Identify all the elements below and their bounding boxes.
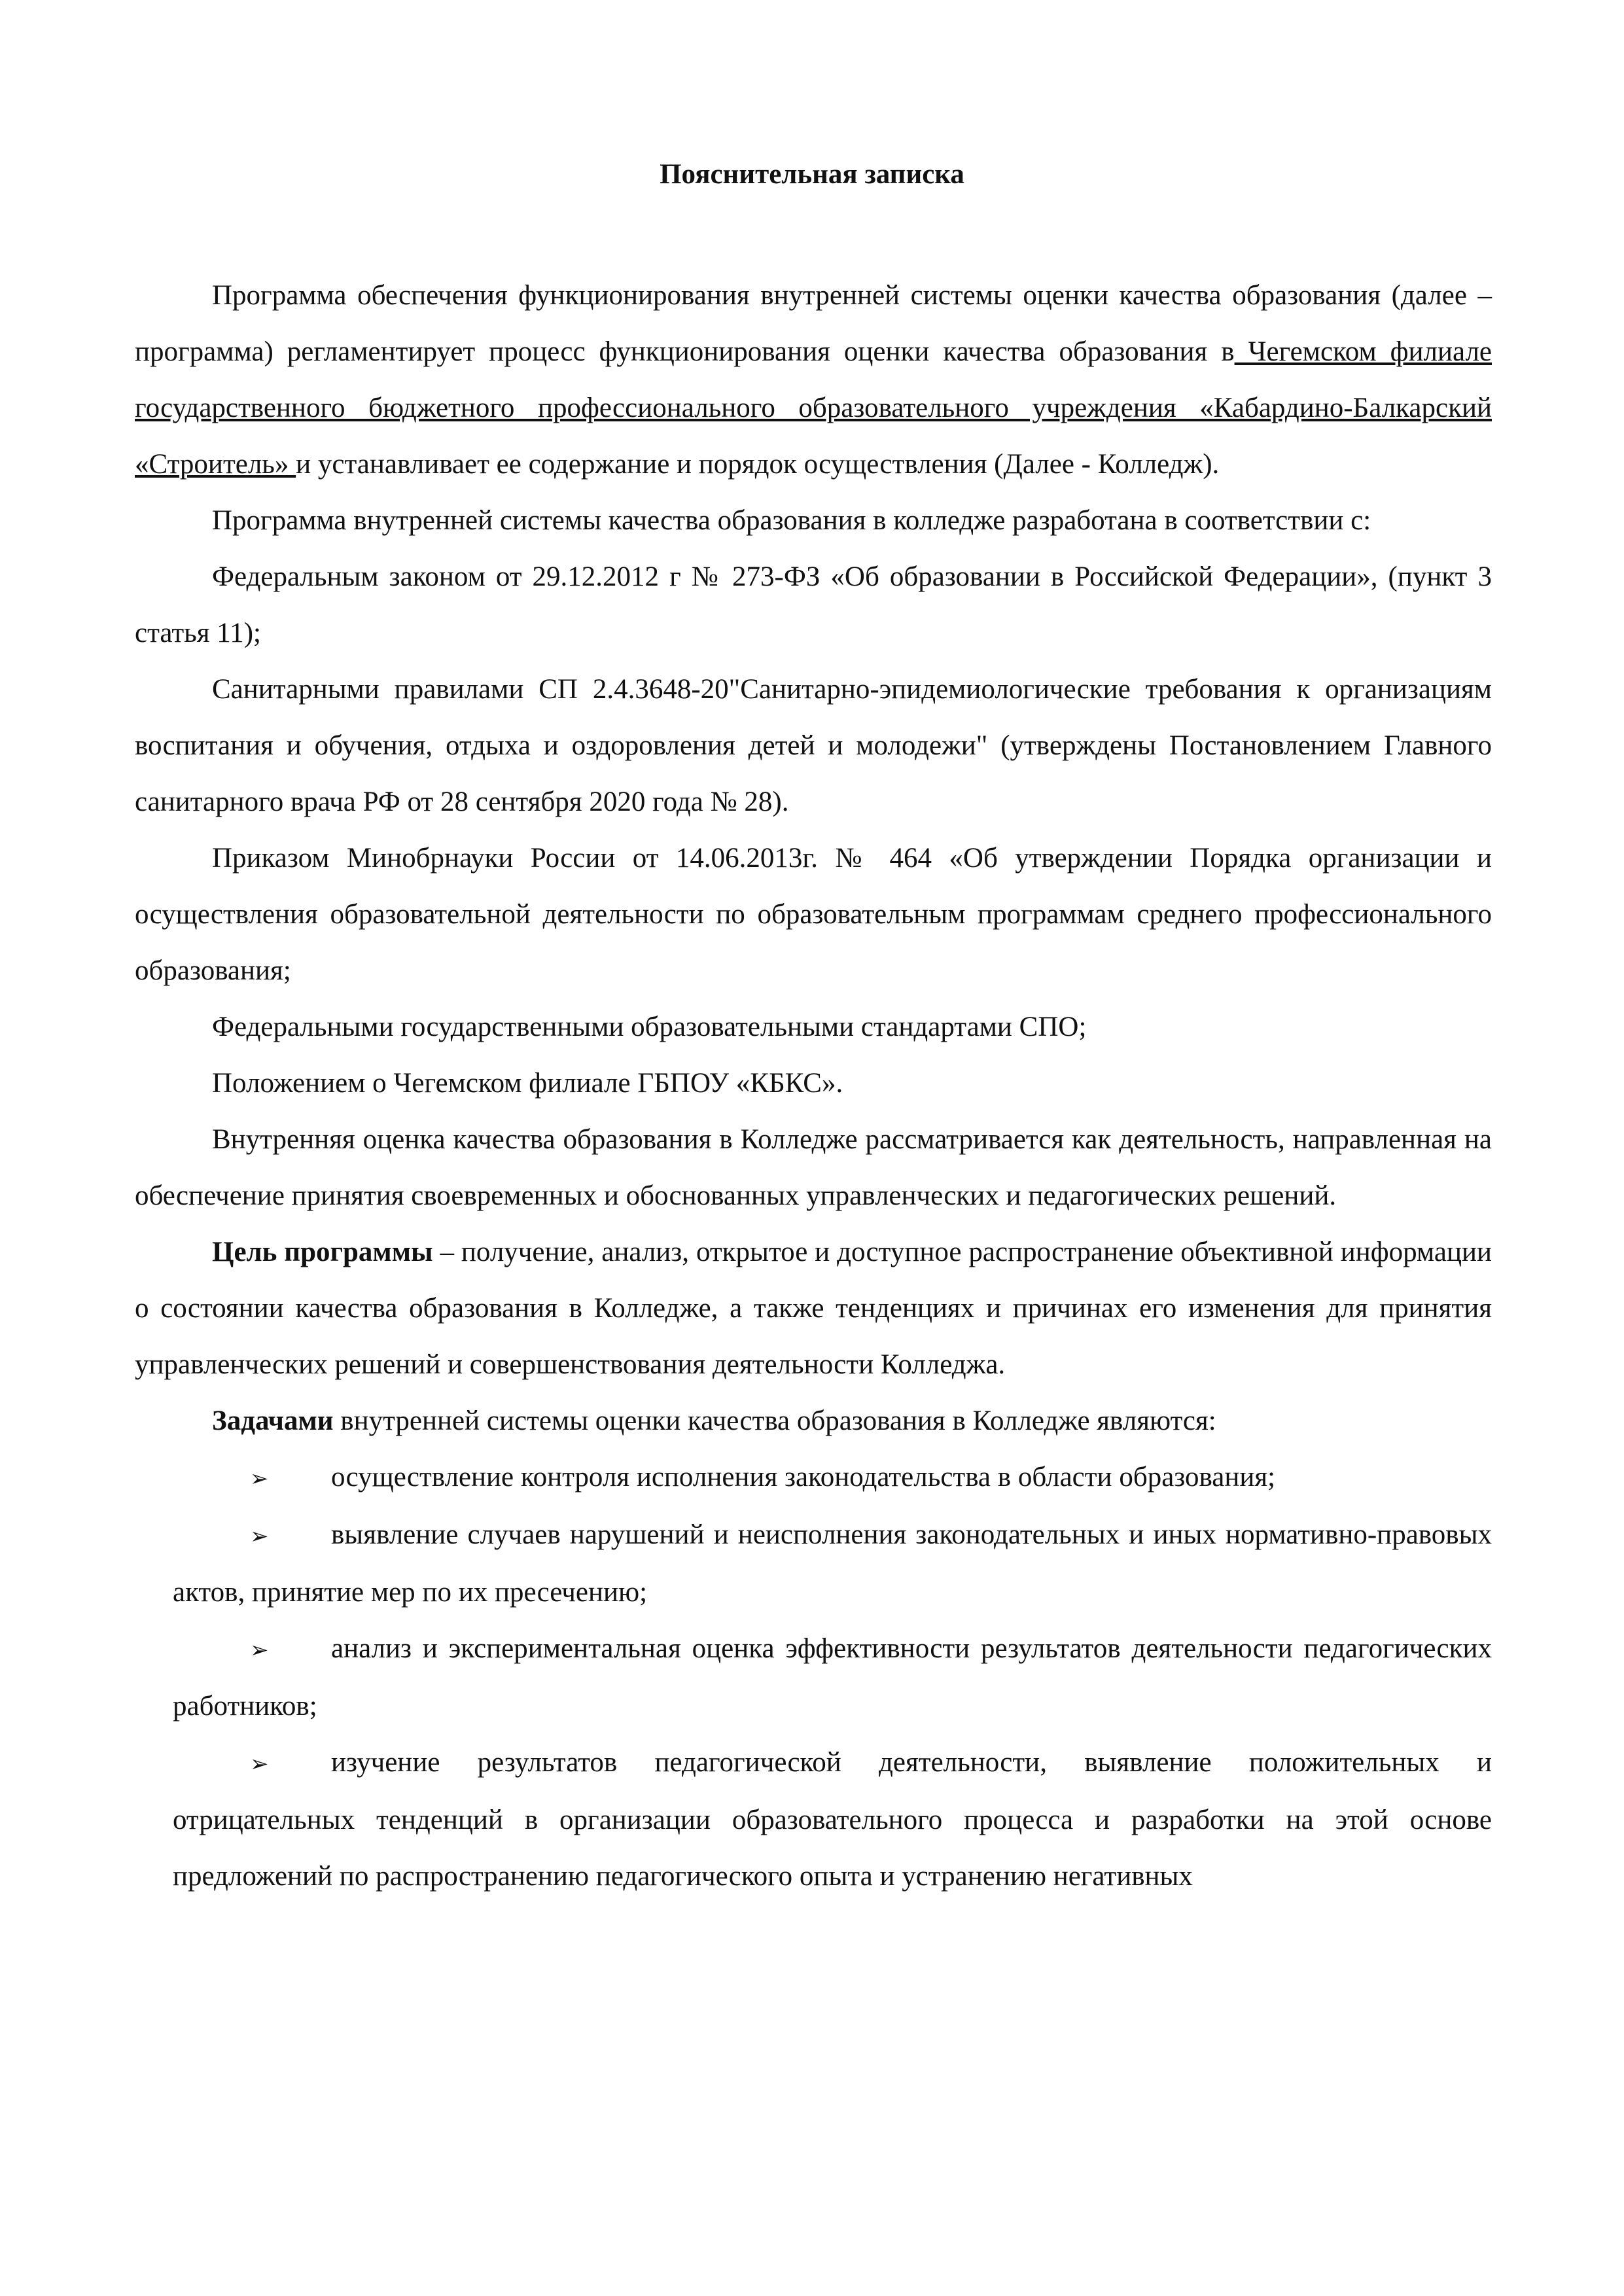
- list-item: [173, 1507, 1492, 1621]
- arrow-bullet-icon: ➢: [250, 1637, 269, 1663]
- list-item-text: изучение результатов педагогической деятельности, выявление положительных и отрицательных тенденций в организации образовательного процесса и разработки на этой основе предложений по распространению педагогического опыта и устранению негативных: [173, 1747, 1492, 1892]
- arrow-bullet-icon: ➢: [250, 1751, 269, 1777]
- paragraph-tasks-intro: [135, 1393, 1492, 1449]
- page-title: Пояснительная записка: [660, 159, 964, 190]
- document-body: [135, 268, 1492, 1905]
- list-item: [173, 1735, 1492, 1905]
- paragraph-basis: Программа внутренней системы качества образования в колледже разработана в соответствии с:: [212, 505, 1371, 536]
- list-item: [173, 1621, 1492, 1735]
- tasks-list: [135, 1449, 1492, 1905]
- arrow-bullet-icon: ➢: [250, 1523, 269, 1549]
- intro-text: Программа обеспечения функционирования внутренней системы оценки качества образования (далее – программа) регламентирует процесс функционирования оценки качества образования в: [135, 280, 1492, 367]
- paragraph-standards: Федеральными государственными образовательными стандартами СПО;: [212, 1012, 1087, 1042]
- arrow-bullet-icon: ➢: [250, 1466, 269, 1492]
- list-item: [173, 1449, 1492, 1507]
- tasks-intro-text: внутренней системы оценки качества образования в Колледже являются:: [333, 1405, 1216, 1436]
- paragraph-regulation: Положением о Чегемском филиале ГБПОУ «КБКС».: [212, 1068, 843, 1099]
- paragraph-sanitary-rules: Санитарными правилами СП 2.4.3648-20"Санитарно-эпидемиологические требования к организациям воспитания и обучения, отдыха и оздоровления детей и молодежи" (утверждены Постановлением Главного санитарного врача РФ от 28 сентября 2020 года № 28).: [135, 674, 1492, 817]
- goal-heading: Цель программы: [212, 1237, 433, 1267]
- paragraph-federal-law: Федеральным законом от 29.12.2012 г № 273-ФЗ «Об образовании в Российской Федерации», (пункт 3 статья 11);: [135, 561, 1492, 648]
- paragraph-program-intro: [135, 268, 1492, 493]
- paragraph-program-goal: [135, 1224, 1492, 1393]
- paragraph-ministry-order: Приказом Минобрнауки России от 14.06.2013г. № 464 «Об утверждении Порядка организации и осуществления образовательной деятельности по образовательным программам среднего профессионального образования;: [135, 843, 1492, 986]
- goal-text: – получение, анализ, открытое и доступное распространение объективной информации о состоянии качества образования в Колледже, а также тенденциях и причинах его изменения для принятия управленческих решений и совершенствования деятельности Колледжа.: [135, 1237, 1492, 1380]
- paragraph-internal-assessment: Внутренняя оценка качества образования в Колледже рассматривается как деятельность, направленная на обеспечение принятия своевременных и обоснованных управленческих и педагогических решений.: [135, 1124, 1492, 1211]
- list-item-text: выявление случаев нарушений и неисполнения законодательных и иных нормативно-правовых актов, принятие мер по их пресечению;: [173, 1519, 1492, 1608]
- list-item-text: анализ и экспериментальная оценка эффективности результатов деятельности педагогических работников;: [173, 1633, 1492, 1722]
- intro-text-end: и устанавливает ее содержание и порядок осуществления (Далее - Колледж).: [296, 449, 1220, 480]
- tasks-heading: Задачами: [212, 1405, 334, 1436]
- list-item-text: осуществление контроля исполнения законодательства в области образования;: [331, 1462, 1276, 1492]
- organization-name: Чегемском филиале государственного бюджетного профессионального образовательного учреждения «Кабардино-Балкарский «Строитель»: [135, 336, 1492, 480]
